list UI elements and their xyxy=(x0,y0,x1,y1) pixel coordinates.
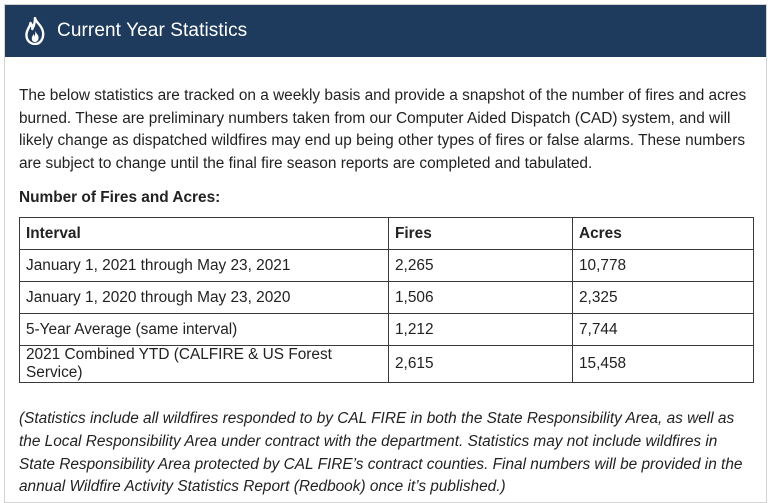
table-row xyxy=(20,314,754,346)
table-header-row xyxy=(20,218,754,250)
cell-fires: 1,212 xyxy=(389,314,573,346)
cell-acres: 2,325 xyxy=(573,282,754,314)
fires-acres-table xyxy=(19,217,754,383)
column-header-acres: Acres xyxy=(573,218,754,250)
table-heading: Number of Fires and Acres: xyxy=(19,189,221,206)
flame-icon xyxy=(23,17,47,45)
card-header xyxy=(5,5,766,57)
statistics-note: (Statistics include all wildfires responded to by CAL FIRE in both the State Responsibility Area, as well as the Local Responsibility Area under contract with the department. Statistics may not include wildfires in State Responsibility Area protected by CAL FIRE’s contract counties. Final numbers will be provided in the annual Wildfire Activity Statistics Report (Redbook) once it’s published.) xyxy=(19,410,743,496)
table-row xyxy=(20,282,754,314)
cell-fires: 2,615 xyxy=(389,346,573,383)
cell-interval: January 1, 2021 through May 23, 2021 xyxy=(20,250,389,282)
cell-acres: 7,744 xyxy=(573,314,754,346)
table-row xyxy=(20,250,754,282)
page-title: Current Year Statistics xyxy=(57,20,248,41)
cell-fires: 1,506 xyxy=(389,282,573,314)
cell-acres: 10,778 xyxy=(573,250,754,282)
cell-interval: January 1, 2020 through May 23, 2020 xyxy=(20,282,389,314)
column-header-fires: Fires xyxy=(389,218,573,250)
cell-acres: 15,458 xyxy=(573,346,754,383)
cell-fires: 2,265 xyxy=(389,250,573,282)
table-row xyxy=(20,346,754,383)
intro-paragraph: The below statistics are tracked on a weekly basis and provide a snapshot of the number of fires and acres burned. These are preliminary numbers taken from our Computer Aided Dispatch (CAD) system, and will likely change as dispatched wildfires may end up being other types of fires or false alarms. These numbers are subject to change until the final fire season reports are completed and tabulated. xyxy=(19,87,747,172)
statistics-card xyxy=(4,4,767,503)
card-body xyxy=(5,57,766,499)
cell-interval: 2021 Combined YTD (CALFIRE & US Forest Service) xyxy=(20,346,389,383)
column-header-interval: Interval xyxy=(20,218,389,250)
cell-interval: 5-Year Average (same interval) xyxy=(20,314,389,346)
